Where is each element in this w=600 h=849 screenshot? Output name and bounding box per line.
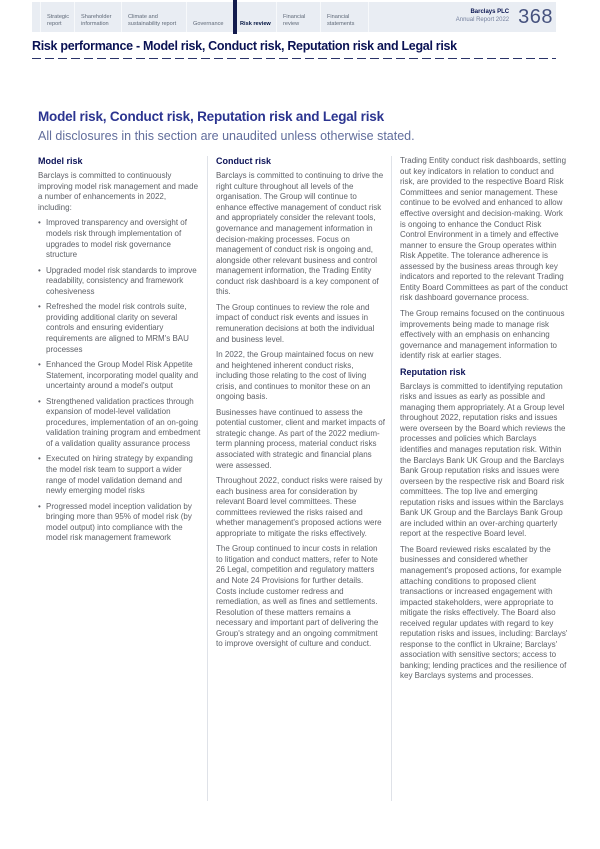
tab-risk-review[interactable] [233,2,276,32]
bullet-icon: • [38,360,41,370]
bullet-icon: • [38,218,41,228]
paragraph: Barclays is committed to identifying reputation risks and issues as early as possible and managing them appropriately. At a Group level throughout 2022, reputation risks and issues were overseen by the Board which reviews the processes and policies which Barclays identifies and manages reputation risk. Within the Barclays Bank UK Group and the Barclays Bank Group reputation risks and issues were overseen by the respective risk and Board risk committees. The top live and emerging reputation risks and issues within the Barclays Bank UK Group and the Barclays Bank Group are included within an over-arching quarterly report at the respective Board level. [400,381,566,539]
main-content [32,109,568,801]
brand-name: Barclays PLC [470,9,510,16]
tab-financial-review[interactable] [276,2,320,32]
tab-label: Governance [193,21,224,28]
paragraph: Barclays is committed to continuing to drive the right culture throughout all levels of the organisation. The Group will continue to enhance effective management of conduct risk and appropriately consider the relevant tools, governance and management information in decision-making processes. Focus on management of conduct risk is ongoing and, alongside other relevant business and control management information, the Trading Entity conduct risk dashboard is a key component of this. [216,171,384,297]
tab-label: Risk review [240,21,271,28]
column-model-risk [38,156,201,801]
bullet-text: Progressed model inception validation by bringing more than 95% of model risk (by model output) into compliance with the model risk management framework [46,501,192,543]
column-conduct-risk [207,156,385,801]
paragraph: Trading Entity conduct risk dashboards, setting out key indicators in relation to conduct and risk, are provided to the respective Board Risk Committees and senior management. These continue to be evolved and enhanced to allow effective oversight and decision-making. Work is ongoing to enhance the Conduct Risk Control Environment in a timely and effective manner to ensure the Group operates within Risk Appetite. The tolerance adherence is assessed by the business areas through key indicators and reported to the relevant Trading Entity Board Committees as part of the conduct risk dashboard governance process. [400,156,568,303]
list-item [38,360,201,392]
section-heading: Model risk, Conduct risk, Reputation risk and Legal risk [38,109,384,125]
column-reputation-risk [391,156,569,801]
tab-financial-statements[interactable] [320,2,369,32]
list-item [38,397,201,450]
tab-label: Climate and sustainability report [128,14,177,28]
model-risk-intro: Barclays is committed to continuously improving model risk management and made a number of enhancements in 2022, including: [38,171,199,212]
tab-governance[interactable] [186,2,233,32]
tab-strategic-report[interactable] [40,2,74,32]
conduct-risk-heading: Conduct risk [216,156,272,167]
page-number: 368 [518,5,553,28]
bullet-text: Improved transparency and oversight of models risk through implementation of upgrades to model risk governance structure [46,218,187,260]
active-tab-indicator [233,0,237,34]
title-block [32,39,556,59]
list-item [38,302,201,355]
list-item [38,454,201,496]
bullet-icon: • [38,396,41,406]
bullet-icon: • [38,454,41,464]
paragraph: The Group continues to review the role and impact of conduct risk events and issues in remuneration decisions at both the individual and business level. [216,302,375,344]
bullet-text: Strengthened validation practices through expansion of model-level validation procedures, implementation of an on-going validation training program and embedment of a validation quality assurance process [46,396,201,448]
bullet-text: Refreshed the model risk controls suite, providing additional clarity on several controls and ensuring evidentiary requirements are aligned to MRM's BAU processes [46,302,189,354]
bullet-text: Executed on hiring strategy by expanding the model risk team to support a wider range of model validation demand and newly emerging model risks [46,454,193,496]
list-item [38,502,201,544]
brand-block [456,9,518,25]
page-title: Risk performance - Model risk, Conduct risk, Reputation risk and Legal risk [32,39,457,53]
bullet-icon: • [38,302,41,312]
paragraph: In 2022, the Group maintained focus on new and heightened inherent conduct risks, including those relating to the cost of living crisis, and continues to monitor these on an ongoing basis. [216,350,374,402]
bullet-icon: • [38,265,41,275]
reputation-risk-heading: Reputation risk [400,366,466,377]
paragraph: Throughout 2022, conduct risks were raised by each business area for consideration by relevant Board level committees. These committees reviewed the risks raised and whether management's proposed actions were appropriate to mitigate the risks effectively. [216,476,383,538]
three-column-layout [38,156,568,801]
tab-climate-sustainability[interactable] [121,2,186,32]
title-divider [32,58,556,59]
paragraph: The Group continued to incur costs in relation to litigation and conduct matters, refer to Note 26 Legal, competition and regulatory matters and Note 24 Provisions for further details. Costs include customer redress and remediation, as well as fines and settlements. Resolution of these matters remains a necessary and important part of delivering the Group's strategy and an ongoing commitment to improve oversight of culture and conduct. [216,544,379,649]
model-risk-heading: Model risk [38,156,83,167]
tab-label: Strategic report [47,14,70,28]
bullet-text: Upgraded model risk standards to improve readability, consistency and framework cohesiveness [46,265,197,296]
bullet-icon: • [38,501,41,511]
bullet-text: Enhanced the Group Model Risk Appetite Statement, incorporating model quality and uncertainty around a model's output [46,360,199,391]
paragraph: The Group remains focused on the continuous improvements being made to manage risk effectively with an emphasis on enhancing governance and management information to identify risk at earlier stages. [400,308,565,361]
top-nav [32,2,556,32]
tab-shareholder-information[interactable] [74,2,121,32]
paragraph: The Board reviewed risks escalated by the businesses and considered whether management's proposed actions, for example attaching conditions to proposed client transactions or increased engagement with impacted stakeholders, were appropriate to mitigate the risks effectively. The Board also received regular updates with regard to key reputation risks and issues, including: Barclays' response to the conflict in Ukraine; Barclays' association with sensitive sectors; access to banking; lending practices and the resilience of key Barclays systems and processes. [400,544,568,681]
paragraph: Businesses have continued to assess the potential customer, client and market impacts of strategic change. As part of the 2022 medium-term planning process, material conduct risks associated with strategic and financial plans were assessed. [216,407,385,470]
tab-label: Financial statements [327,14,355,28]
section-subheading: All disclosures in this section are unaudited unless otherwise stated. [38,129,415,144]
tab-label: Shareholder information [81,14,112,28]
tab-label: Financial review [283,14,306,28]
list-item [38,266,201,298]
list-item [38,218,201,260]
brand-report: Annual Report 2022 [455,17,510,23]
